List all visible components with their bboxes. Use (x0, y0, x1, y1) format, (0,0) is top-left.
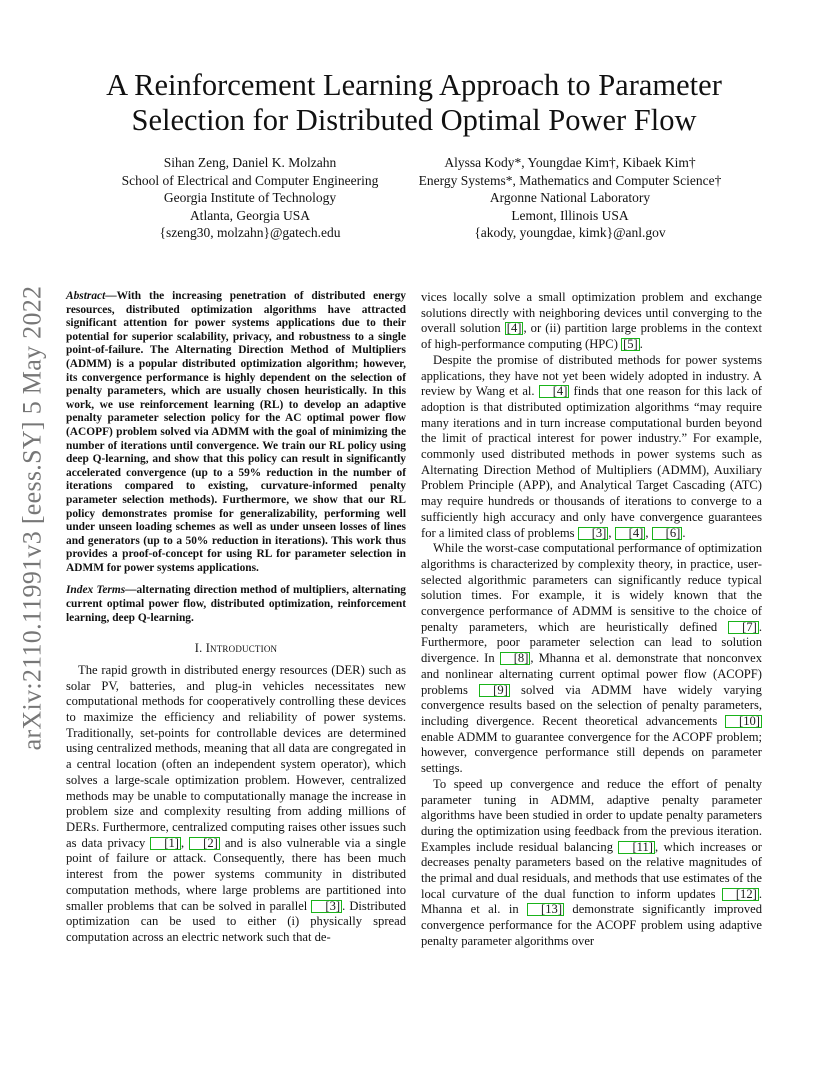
citation-link[interactable]: [2] (189, 837, 220, 850)
text-run: Despite the promise of distributed methods for power systems applications, they have not yet been widely adopted in industry. A review by Wang et al. (421, 352, 762, 399)
intro-paragraph-1-continued (421, 290, 762, 353)
text-run: . Mhanna et al. in (421, 886, 762, 917)
intro-paragraph-2 (421, 353, 762, 541)
section-heading (66, 641, 406, 657)
paper-title (60, 68, 768, 138)
author-email: {akody, youngdae, kimk}@anl.gov (474, 225, 666, 240)
right-column (421, 290, 762, 950)
abstract (66, 290, 406, 575)
abstract-text: —With the increasing penetration of distributed energy resources, distributed optimization algorithms have attracted significant attention for power systems applications due to their potential for superior scalability, privacy, and robustness to a single point-of-failure. The Alternating Direction Method of Multipliers (ADMM) is a popular distributed optimization algorithm; however, its convergence performance is highly dependent on the selection of penalty parameters, which are usually chosen heuristically. In this work, we use reinforcement learning (RL) to develop an adaptive penalty parameter selection policy for the AC optimal power flow (ACOPF) problem solved via ADMM with the goal of minimizing the number of iterations until convergence. We train our RL policy using deep Q-learning, and show that this policy can result in significantly accelerated convergence (up to a 59% reduction in the number of iterations compared to existing, curvature-informed penalty parameter selection methods). Furthermore, we show that our RL policy demonstrates promise for generalizability, performing well under unseen loading schemes as well as under unseen losses of lines and generators (up to a 50% reduction in iterations). This work thus provides a proof-of-concept for using RL for parameter selection in ADMM for power systems applications. (66, 290, 406, 574)
index-terms (66, 584, 406, 625)
text-run: To speed up convergence and reduce the effort of penalty parameter tuning in ADMM, adaptive penalty parameter algorithms have been studied in order to update penalty parameters during the optimization using feedback from the previous iteration. Examples include residual balancing (421, 776, 762, 854)
text-run: , (180, 835, 190, 850)
citation-link[interactable]: [4] (539, 385, 570, 398)
intro-paragraph-3 (421, 541, 762, 777)
text-run: and is also vulnerable via a single point of failure or attack. Consequently, there has been much interest from the power systems community in distributed computation methods, where large problems are partitioned into smaller problems that can be solved in parallel (66, 835, 406, 913)
text-run: The rapid growth in distributed energy resources (DER) such as solar PV, batteries, and plug-in vehicles necessitates new computational methods for cooperatively controlling these devices to maximize the efficiency and reliability of power systems. Traditionally, set-points for controllable devices are determined using centralized methods, meaning that all data are congregated in a central location (often an independent system operator), which solves a large-scale optimization problem. However, centralized methods may be unable to computationally manage the increase in problem size and complexity resulting from adding millions of DERs. Furthermore, centralized computing raises other issues such as data privacy (66, 662, 406, 850)
author-location: Lemont, Illinois USA (511, 207, 629, 223)
intro-paragraph-1 (66, 663, 406, 946)
text-run: demonstrate significantly improved convergence performance for the ACOPF problem using adaptive penalty parameter algorithms over (421, 902, 763, 948)
text-run: , or (ii) partition large problems in the context of high-performance computing (HPC) (421, 321, 762, 352)
author-institution: Georgia Institute of Technology (163, 190, 337, 205)
author-email: {szeng30, molzahn}@gatech.edu (159, 225, 341, 240)
text-run: . Distributed optimization can be used to either (i) physically spread computation across an electric network such that de- (66, 898, 406, 944)
citation-link[interactable]: [8] (500, 652, 531, 665)
citation-link[interactable]: [6] (652, 527, 683, 540)
citation-link[interactable]: [12] (722, 888, 759, 901)
text-run: solved via ADMM have widely varying convergence results based on the selection of penalty parameters, including divergence. Recent theoretical advancements (421, 682, 762, 728)
arxiv-identifier (2, 268, 62, 768)
citation-link[interactable]: [4] (506, 321, 522, 336)
arxiv-identifier-text: arXiv:2110.11991v3 [eess.SY] 5 May 2022 (17, 285, 47, 751)
text-run: . (639, 337, 643, 352)
author-names: Sihan Zeng, Daniel K. Molzahn (163, 155, 337, 170)
citation-link[interactable]: [9] (479, 684, 510, 697)
author-block-right (390, 154, 750, 242)
text-run: , (645, 525, 652, 540)
citation-link[interactable]: [13] (527, 903, 564, 916)
intro-paragraph-4 (421, 777, 762, 950)
text-run: While the worst-case computational performance of optimization algorithms is characterized by complexity theory, in practice, user-selected algorithmic parameters can significantly reduce typical solution times. For example, it is widely known that the convergence performance of ADMM is sensitive to the choice of penalty parameters, which are heuristically defined (421, 541, 762, 634)
text-run: . Furthermore, poor parameter selection can lead to solution divergence. In (421, 619, 762, 666)
index-terms-label: Index Terms (66, 584, 126, 597)
citation-link[interactable]: [5] (623, 337, 638, 352)
text-run: . (682, 525, 686, 540)
paper-title-line-1: A Reinforcement Learning Approach to Parameter (106, 68, 722, 102)
text-run: enable ADMM to guarantee convergence for the ACOPF problem; however, convergence performance still depends on parameter settings. (421, 729, 762, 776)
abstract-label: Abstract (66, 290, 106, 302)
author-block-left (80, 154, 420, 242)
section-number: I. (194, 641, 203, 656)
author-location: Atlanta, Georgia USA (189, 207, 311, 223)
left-column (66, 290, 406, 946)
section-title: Introduction (205, 641, 278, 656)
paper-title-line-2: Selection for Distributed Optimal Power Flow (131, 103, 697, 137)
citation-link[interactable]: [10] (725, 715, 762, 728)
author-affiliation: School of Electrical and Computer Engineering (121, 172, 379, 188)
text-run: finds that one reason for this lack of adoption is that distributed optimization algorithms “may require many iterations and in turn increase computational burden beyond the limit of practical interest for power industry.” For example, commonly used distributed methods in power systems such as Alternating Direction Method of Multipliers (ADMM), Auxiliary Problem Principle (APP), and Analytical Target Cascading (ATC) may require hundreds or thousands of iterations to converge to a sufficiently high accuracy and only have convergence guarantees for a limited class of problems (421, 384, 762, 540)
citation-link[interactable]: [1] (150, 837, 181, 850)
text-run: , (608, 525, 615, 540)
author-names: Alyssa Kody*, Youngdae Kim†, Kibaek Kim† (444, 155, 696, 170)
text-run: vices locally solve a small optimization problem and exchange solutions directly with neighboring devices until converging to the overall solution (421, 290, 762, 336)
citation-link[interactable]: [3] (578, 527, 609, 540)
citation-link[interactable]: [3] (311, 900, 342, 913)
citation-link[interactable]: [7] (728, 621, 759, 634)
author-affiliation: Energy Systems*, Mathematics and Computer Science† (418, 172, 722, 188)
citation-link[interactable]: [4] (615, 527, 646, 540)
text-run: , Mhanna et al. demonstrate that nonconvex and nonlinear alternating current optimal power flow (ACOPF) problems (421, 651, 763, 697)
author-institution: Argonne National Laboratory (489, 190, 651, 205)
citation-link[interactable]: [11] (618, 841, 655, 854)
index-terms-text: —alternating direction method of multipliers, alternating current optimal power flow, distributed optimization, reinforcement learning, deep Q-learning. (66, 584, 406, 624)
text-run: , which increases or decreases penalty parameters based on the relative magnitudes of the primal and dual residuals, and methods that use estimates of the local curvature of the dual function to inform updates (421, 839, 762, 901)
